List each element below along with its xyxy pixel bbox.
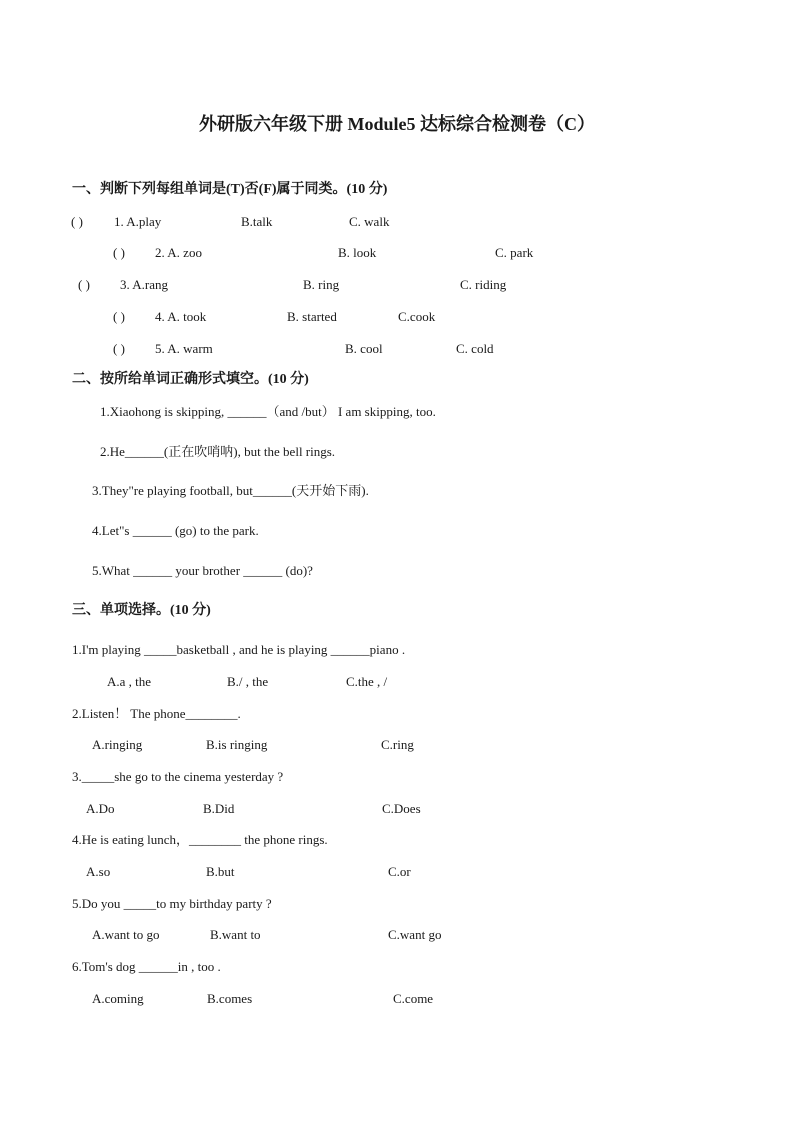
option-b: B./ , the <box>227 674 269 689</box>
choice-question: 6.Tom's dog ______in , too . <box>72 959 221 974</box>
option-b: B.talk <box>241 214 273 229</box>
fill-blank-question: 4.Let"s ______ (go) to the park. <box>92 523 259 538</box>
answer-blank: ( ) <box>113 245 125 260</box>
fill-blank-question: 1.Xiaohong is skipping, ______（and /but） I am skipping, too. <box>100 404 436 419</box>
option-c: C.Does <box>382 801 421 816</box>
option-b: B. cool <box>345 341 383 356</box>
choice-question: 3._____she go to the cinema yesterday ? <box>72 769 284 784</box>
option-c: C.come <box>393 991 434 1006</box>
option-c: C.ring <box>381 737 414 752</box>
answer-blank: ( ) <box>78 277 90 292</box>
option-b: B.but <box>206 864 235 879</box>
option-c: C.want go <box>388 927 442 942</box>
answer-blank: ( ) <box>113 309 125 324</box>
choice-question: 4.He is eating lunch，________ the phone rings. <box>72 832 328 847</box>
choice-question: 2.Listen！ The phone________. <box>72 706 241 721</box>
question-label: 2. A. zoo <box>155 245 202 260</box>
fill-blank-question: 5.What ______ your brother ______ (do)? <box>92 563 313 578</box>
option-c: C.cook <box>398 309 436 324</box>
option-c: C. walk <box>349 214 390 229</box>
option-b: B.want to <box>210 927 261 942</box>
question-label: 5. A. warm <box>155 341 213 356</box>
page-title: 外研版六年级下册 Module5 达标综合检测卷（C） <box>199 114 595 134</box>
section-2-heading: 二、按所给单词正确形式填空。(10 分) <box>72 372 309 387</box>
choice-question: 1.I'm playing _____basketball , and he is playing ______piano . <box>72 642 406 657</box>
option-b: B.is ringing <box>206 737 268 752</box>
option-a: A.want to go <box>92 927 160 942</box>
option-b: B. look <box>338 245 377 260</box>
section-1-heading: 一、判断下列每组单词是(T)否(F)属于同类。(10 分) <box>72 182 388 197</box>
option-b: B.comes <box>207 991 253 1006</box>
option-c: C. park <box>495 245 534 260</box>
section-3-heading: 三、单项选择。(10 分) <box>72 603 211 618</box>
choice-question: 5.Do you _____to my birthday party ? <box>72 896 272 911</box>
option-b: B. ring <box>303 277 340 292</box>
answer-blank: ( ) <box>71 214 83 229</box>
option-a: A.Do <box>86 801 115 816</box>
option-a: A.a , the <box>107 674 152 689</box>
option-c: C. cold <box>456 341 494 356</box>
option-a: A.coming <box>92 991 144 1006</box>
option-c: C.or <box>388 864 411 879</box>
question-label: 1. A.play <box>114 214 162 229</box>
option-b: B.Did <box>203 801 235 816</box>
question-label: 4. A. took <box>155 309 207 324</box>
question-label: 3. A.rang <box>120 277 169 292</box>
fill-blank-question: 3.They"re playing football, but______(天开始下雨). <box>92 483 369 498</box>
option-c: C. riding <box>460 277 507 292</box>
answer-blank: ( ) <box>113 341 125 356</box>
option-a: A.ringing <box>92 737 143 752</box>
option-b: B. started <box>287 309 337 324</box>
option-a: A.so <box>86 864 111 879</box>
option-c: C.the , / <box>346 674 388 689</box>
fill-blank-question: 2.He______(正在吹哨呐), but the bell rings. <box>100 444 336 459</box>
